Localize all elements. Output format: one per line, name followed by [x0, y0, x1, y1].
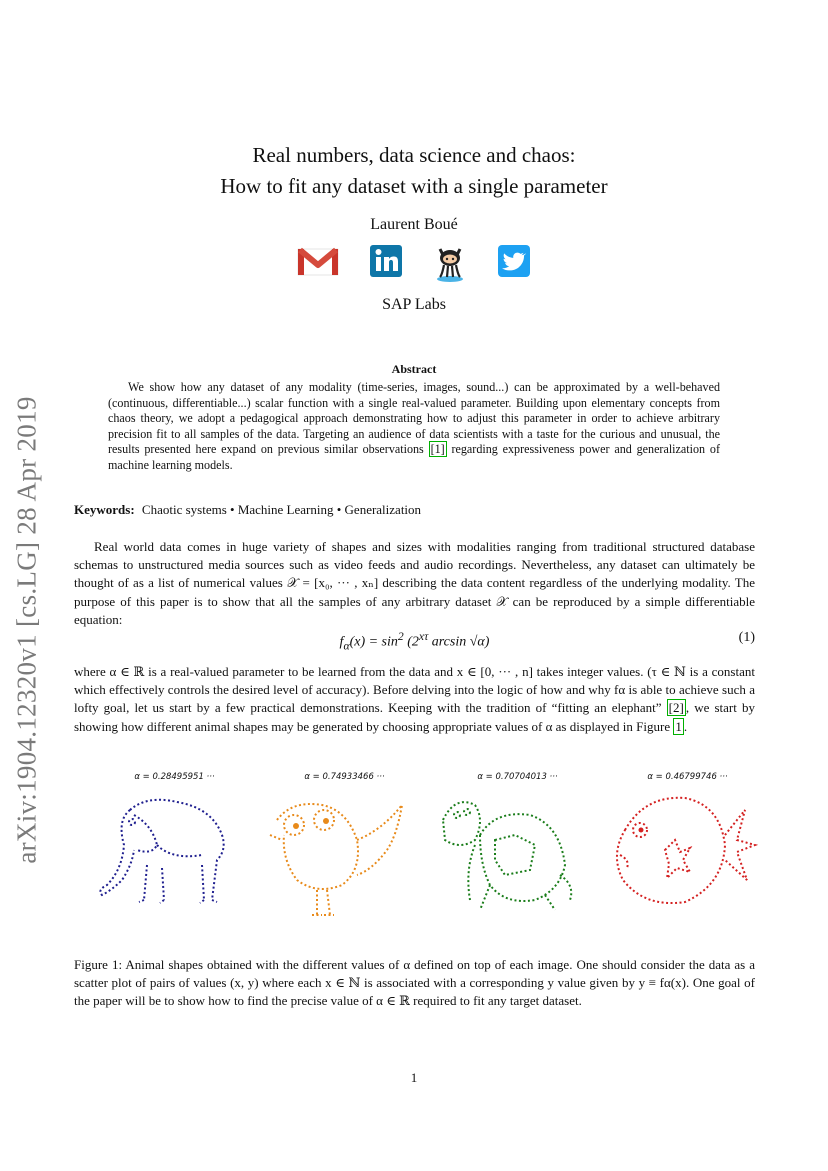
- title-line-1: Real numbers, data science and chaos:: [252, 143, 576, 167]
- keywords-label: Keywords:: [74, 502, 135, 517]
- figure-panel-bird: [262, 772, 427, 932]
- affiliation: SAP Labs: [382, 296, 446, 313]
- page-number: 1: [410, 1070, 418, 1085]
- figure-panel-turtle: [435, 772, 600, 932]
- paper-title: [0, 140, 828, 202]
- twitter-icon[interactable]: [496, 243, 532, 279]
- abstract-body: We show how any dataset of any modality (time-series, images, sound...) can be approximated by a well-behaved (continuous, differentiable...) scalar function with a single real-valued parameter. Building upon elementary concepts from chaos theory, we adopt a pedagogical approach demonstrating how to adjust this parameter in order to achieve arbitrary precision fit to all samples of the data. Targeting an audience of data scientists with a taste for the curious and unusual, the results presented here expand on previous similar observations [1] regarding expressiveness power and generalization of machine learning models.: [108, 380, 720, 472]
- author-name: Laurent Boué: [370, 216, 458, 233]
- equation-1: [74, 630, 755, 654]
- linkedin-icon[interactable]: [368, 243, 404, 279]
- social-icons: [0, 243, 828, 283]
- gmail-icon[interactable]: [296, 243, 340, 279]
- figure-link-1[interactable]: 1: [675, 718, 682, 734]
- alpha-label-turtle: α = 0.70704013 ···: [477, 772, 558, 782]
- intro-paragraph-1: Real world data comes in huge variety of shapes and sizes with modalities ranging from traditional structured database schemas to unstructured media sources such as video feeds and audio recordings. Nevertheless, any dataset can ultimately be thought of as a list of numerical values 𝒳 = [x₀, ··· , xₙ] describing the data content regardless of the underlying modality. The purpose of this paper is to show that all the samples of any arbitrary dataset 𝒳 can be reproduced by a simple differentiable equation:: [74, 539, 755, 627]
- abstract-heading: Abstract: [391, 362, 437, 376]
- github-octocat-icon[interactable]: [432, 243, 468, 283]
- equation-number: (1): [738, 630, 755, 645]
- citation-link-2[interactable]: [2]: [668, 700, 684, 716]
- turtle-scatter: [435, 790, 600, 930]
- equation-formula: $f_\alpha(x) = \sin^2 (2^{x\tau}$ arcsin √α): [339, 630, 490, 653]
- intro-paragraph-2: where α ∈ ℝ is a real-valued parameter to be learned from the data and x ∈ [0, ··· , n] takes integer values. (τ ∈ ℕ is a constant which effectively controls the desired level of accuracy). Before delving into the logic of how and why fα is able to achieve such a lofty goal, let us start by a few practical demonstrations. Keeping with the tradition of “fitting an elephant” [2] , we start by showing how different animal shapes may be generated by choosing appropriate values of α as displayed in Figure 1 .: [74, 664, 756, 734]
- figure-1-caption: Figure 1: Animal shapes obtained with the different values of α defined on top of each image. One should consider the data as a scatter plot of pairs of values (x, y) where each x ∈ ℕ is associated with a corresponding y value given by y ≡ fα(x). One goal of the paper will be to show how to find the precise value of α ∈ ℝ required to fit any target dataset.: [74, 957, 755, 1009]
- citation-link-1[interactable]: [1]: [430, 442, 445, 456]
- figure-panel-elephant: [92, 772, 257, 932]
- figure-panel-fish: [605, 772, 770, 932]
- arxiv-side-label: arXiv:1904.12320v1 [cs.LG] 28 Apr 2019: [11, 396, 42, 864]
- alpha-label-bird: α = 0.74933466 ···: [304, 772, 385, 782]
- alpha-label-fish: α = 0.46799746 ···: [647, 772, 728, 782]
- elephant-scatter: [92, 790, 257, 930]
- fish-scatter: [605, 790, 770, 930]
- bird-scatter: [262, 790, 427, 930]
- title-line-2: How to fit any dataset with a single parameter: [220, 174, 608, 198]
- keywords-line: [74, 502, 764, 518]
- alpha-label-elephant: α = 0.28495951 ···: [134, 772, 215, 782]
- keywords-list: Chaotic systems • Machine Learning • Generalization: [141, 502, 422, 517]
